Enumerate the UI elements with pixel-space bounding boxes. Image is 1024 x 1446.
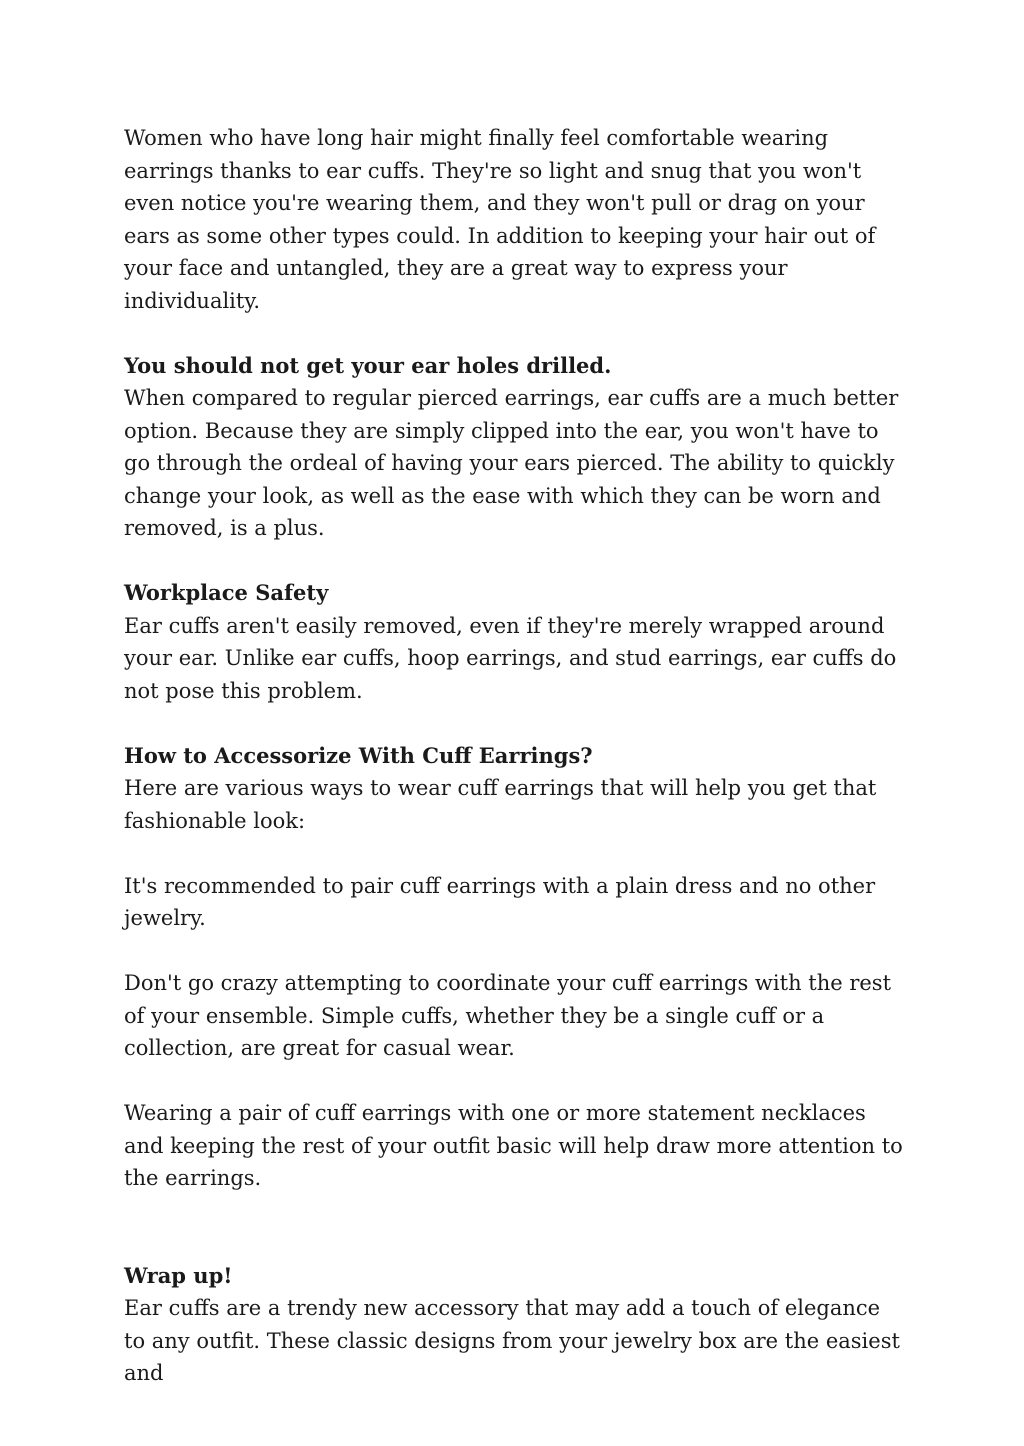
section-workplace-safety: [124, 577, 904, 707]
section-ear-holes: [124, 350, 904, 545]
intro-paragraph: Women who have long hair might finally feel comfortable wearing earrings thanks to ear cuffs. They're so light and snug that you won't even notice you're wearing them, and they won't pull or drag on your ears as some other types could. In addition to keeping your hair out of your face and untangled, they are a great way to express your individuality.: [124, 126, 876, 313]
section-heading: Wrap up!: [124, 1262, 233, 1288]
tip-paragraph: Wearing a pair of cuff earrings with one or more statement necklaces and keeping the rest of your outfit basic will help draw more attention to the earrings.: [124, 1101, 903, 1190]
section-heading: How to Accessorize With Cuff Earrings?: [124, 742, 593, 768]
section-body: When compared to regular pierced earrings, ear cuffs are a much better option. Because they are simply clipped into the ear, you won't have to go through the ordeal of having your ears pierced. The ability to quickly change your look, as well as the ease with which they can be worn and removed, is a plus.: [124, 386, 899, 540]
document-page: [124, 122, 904, 1390]
section-heading: You should not get your ear holes drilled.: [124, 352, 612, 378]
section-accessorize: [124, 740, 904, 838]
tip-paragraph: Don't go crazy attempting to coordinate your cuff earrings with the rest of your ensemble. Simple cuffs, whether they be a single cuff or a collection, are great for casual wear.: [124, 971, 892, 1060]
tip-paragraph: It's recommended to pair cuff earrings with a plain dress and no other jewelry.: [124, 873, 876, 930]
section-wrap-up: [124, 1260, 904, 1390]
section-body: Ear cuffs are a trendy new accessory that may add a touch of elegance to any outfit. These classic designs from your jewelry box are the easiest and: [124, 1296, 900, 1385]
section-body: Here are various ways to wear cuff earrings that will help you get that fashionable look:: [124, 776, 877, 833]
section-heading: Workplace Safety: [124, 580, 329, 605]
section-body: Ear cuffs aren't easily removed, even if they're merely wrapped around your ear. Unlike ear cuffs, hoop earrings, and stud earrings, ear cuffs do not pose this problem.: [124, 613, 897, 703]
